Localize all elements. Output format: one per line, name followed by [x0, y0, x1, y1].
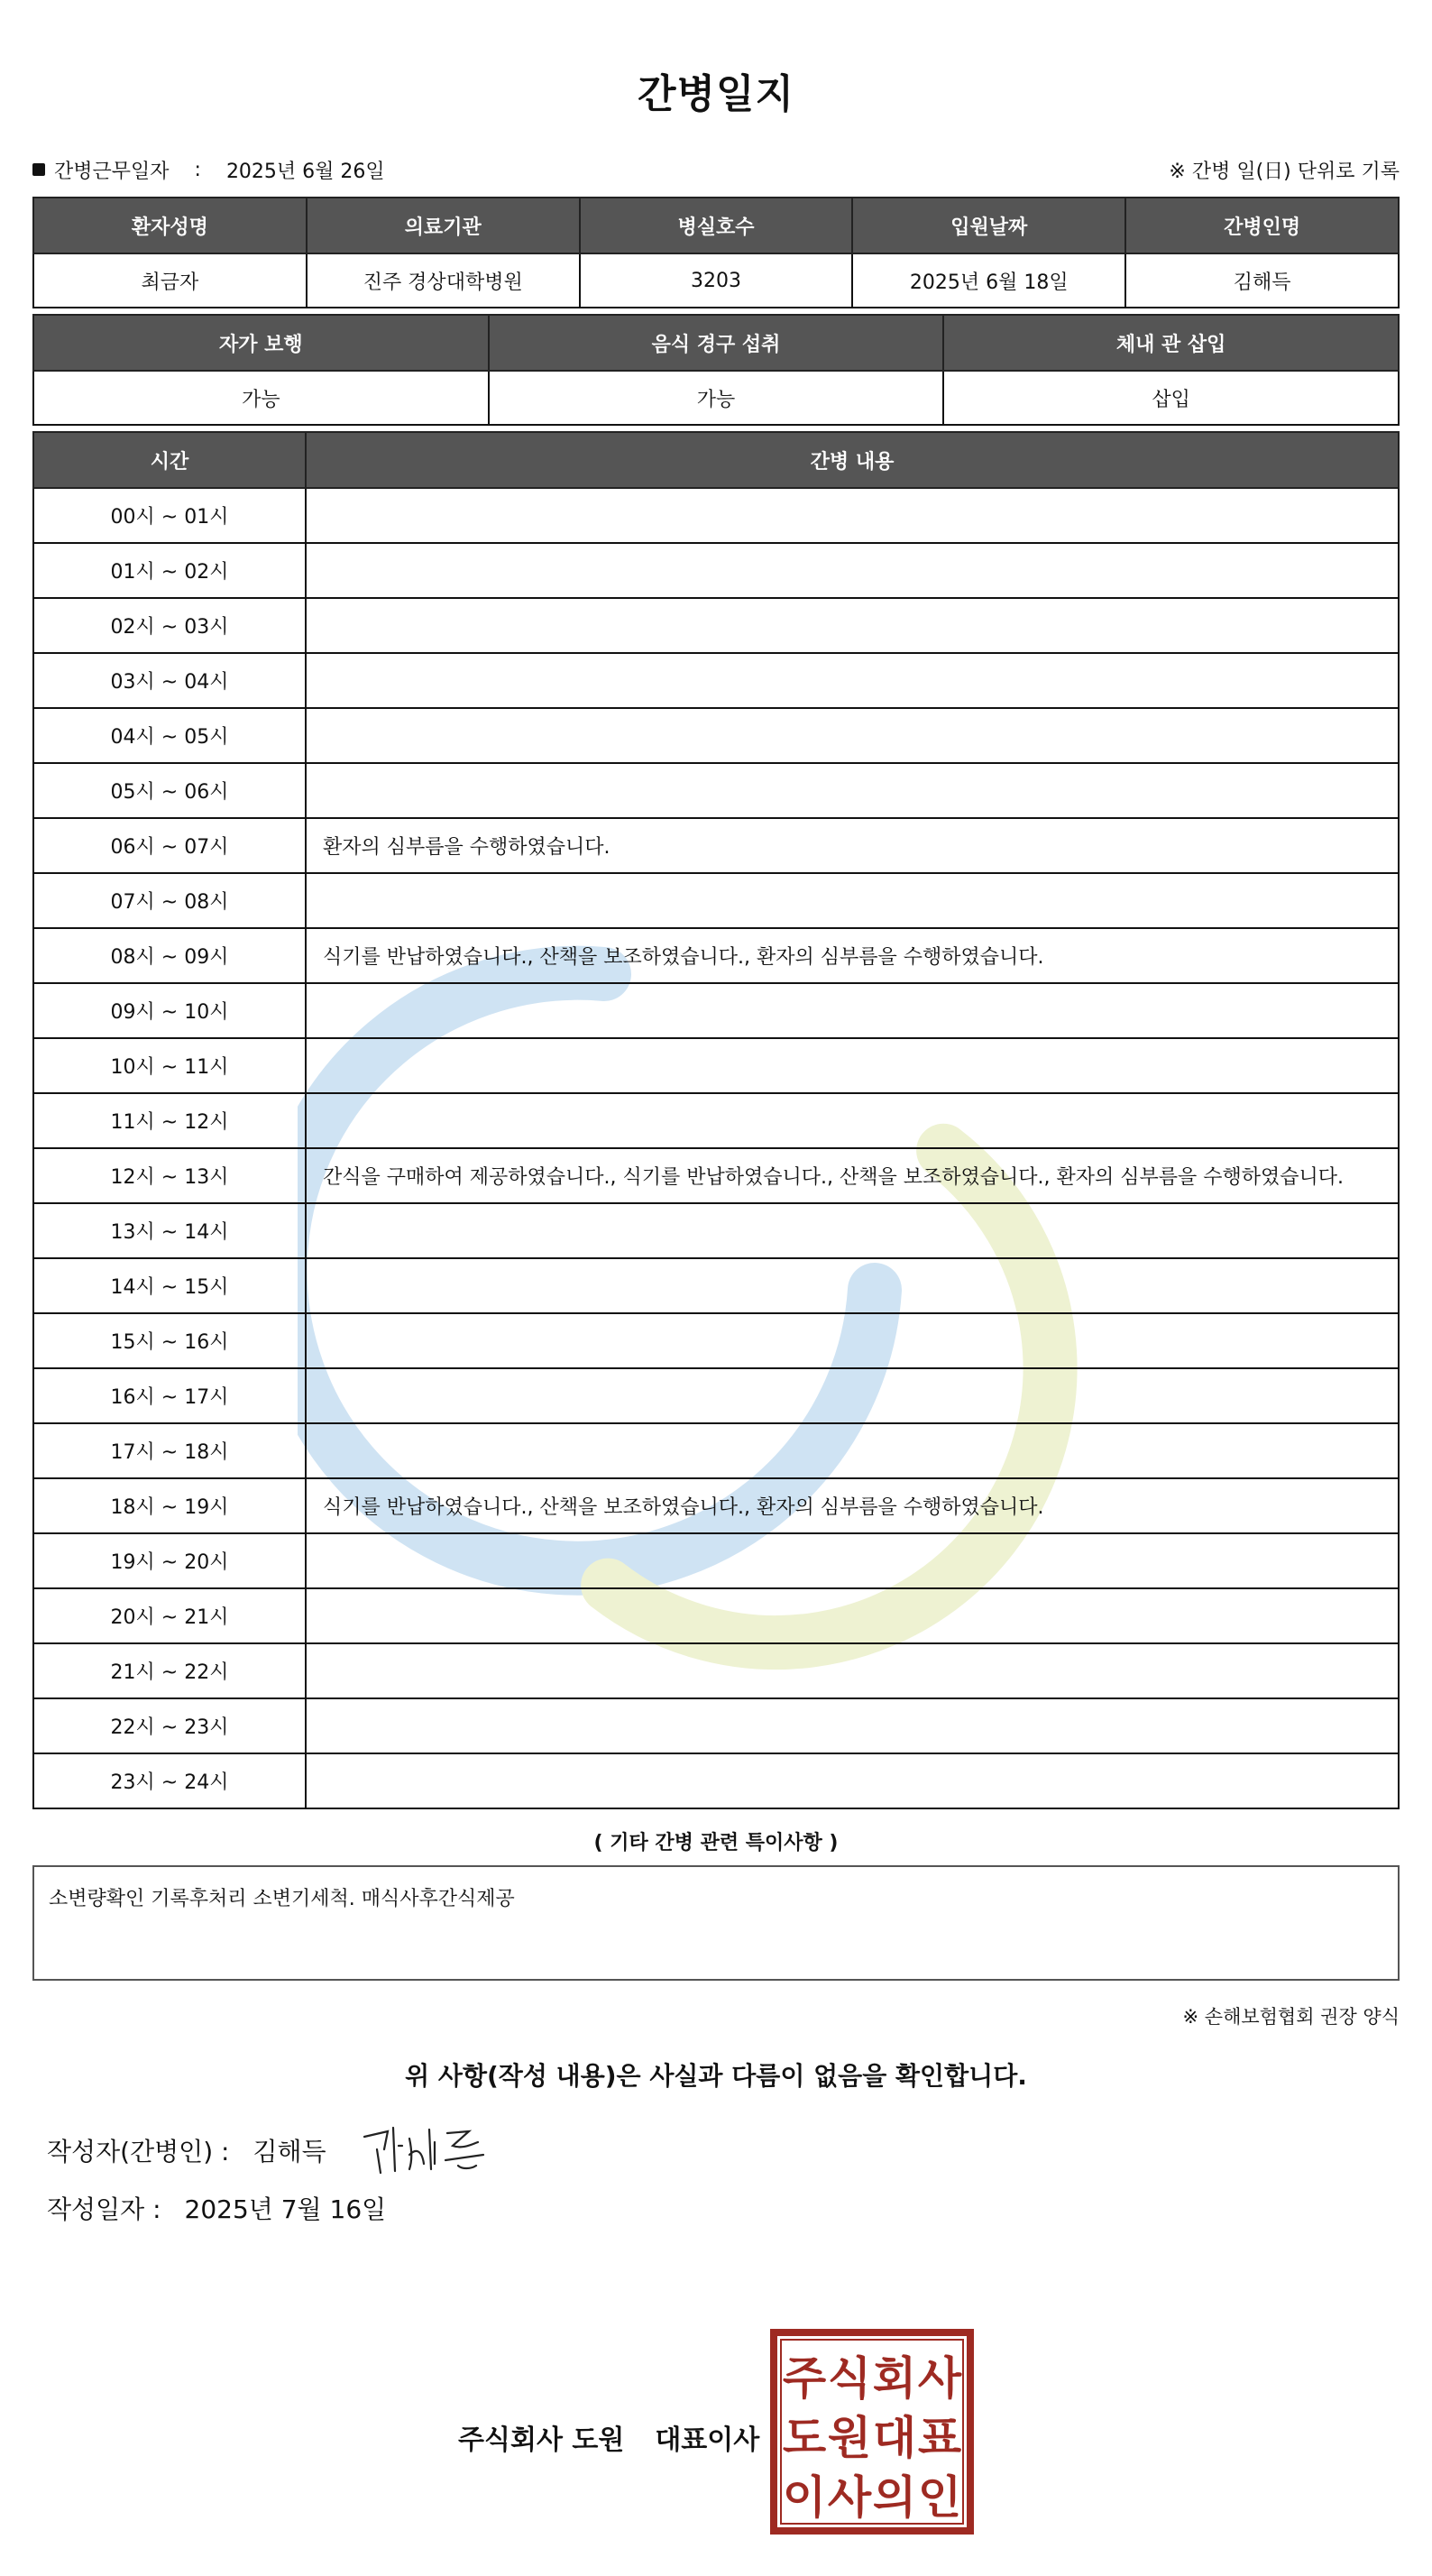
care-log-row — [33, 1588, 1399, 1643]
care-log-row — [33, 1753, 1399, 1808]
header-care-content: 간병 내용 — [306, 432, 1399, 488]
care-log-time: 07시 ~ 08시 — [33, 873, 306, 928]
page-title: 간병일지 — [637, 71, 794, 117]
svg-text:이: 이 — [782, 2471, 827, 2524]
svg-text:사: 사 — [827, 2471, 872, 2524]
care-log-row — [33, 1258, 1399, 1313]
header-patient-name: 환자성명 — [33, 198, 307, 253]
care-log-content — [306, 763, 1399, 818]
author-row — [32, 2123, 1400, 2177]
company-name: 주식회사 도원 — [458, 2424, 625, 2456]
care-log-content — [306, 1753, 1399, 1808]
header-room: 병실호수 — [580, 198, 853, 253]
patient-info-value-row — [33, 253, 1399, 308]
header-tube: 체내 관 삽입 — [943, 315, 1399, 371]
patient-info — [32, 197, 1400, 1809]
care-log-time: 06시 ~ 07시 — [33, 818, 306, 873]
patient-info-header-row — [33, 198, 1399, 253]
company-signature — [0, 2329, 1432, 2536]
care-log-content: 환자의 심부름을 수행하였습니다. — [306, 818, 1399, 873]
care-log-time: 12시 ~ 13시 — [33, 1148, 306, 1203]
care-log-content — [306, 488, 1399, 543]
care-log-time: 10시 ~ 11시 — [33, 1038, 306, 1093]
svg-text:사: 사 — [917, 2352, 962, 2405]
work-date — [32, 156, 385, 184]
company-seal — [770, 2329, 974, 2535]
care-log-content: 식기를 반납하였습니다., 산책을 보조하였습니다., 환자의 심부름을 수행하였습니다. — [306, 928, 1399, 983]
work-date-label: 간병근무일자 — [54, 160, 170, 183]
care-log-row — [33, 1698, 1399, 1753]
care-log-content — [306, 1588, 1399, 1643]
care-log-content: 간식을 구매하여 제공하였습니다., 식기를 반납하였습니다., 산책을 보조하였습니다., 환자의 심부름을 수행하였습니다. — [306, 1148, 1399, 1203]
care-log-time: 22시 ~ 23시 — [33, 1698, 306, 1753]
care-log-row — [33, 763, 1399, 818]
care-log-content — [306, 983, 1399, 1038]
author-label: 작성자(간병인) : — [47, 2137, 230, 2167]
admission-date: 2025년 6월 18일 — [852, 253, 1125, 308]
walking-status: 가능 — [33, 371, 489, 425]
svg-text:대: 대 — [872, 2412, 917, 2464]
written-date-label: 작성일자 : — [47, 2194, 161, 2224]
care-log-content — [306, 1368, 1399, 1423]
header-caregiver: 간병인명 — [1125, 198, 1399, 253]
care-log-row — [33, 818, 1399, 873]
care-log-time: 21시 ~ 22시 — [33, 1643, 306, 1698]
svg-text:회: 회 — [872, 2352, 917, 2405]
care-log-time: 20시 ~ 21시 — [33, 1588, 306, 1643]
svg-text:주: 주 — [782, 2352, 827, 2405]
care-log-time: 23시 ~ 24시 — [33, 1753, 306, 1808]
care-log-time: 04시 ~ 05시 — [33, 708, 306, 763]
special-notes-title: ( 기타 간병 관련 특이사항 ) — [593, 1832, 839, 1854]
handwritten-signature — [357, 2119, 492, 2182]
svg-text:도: 도 — [782, 2412, 827, 2464]
care-log-content — [306, 873, 1399, 928]
care-log-time: 19시 ~ 20시 — [33, 1533, 306, 1588]
care-log-content — [306, 1533, 1399, 1588]
care-log-rows — [33, 488, 1399, 1808]
care-log-row — [33, 488, 1399, 543]
care-log-time: 18시 ~ 19시 — [33, 1478, 306, 1533]
patient-status-value-row — [33, 371, 1399, 425]
header-walking: 자가 보행 — [33, 315, 489, 371]
company-line — [458, 2417, 759, 2457]
care-log-time: 03시 ~ 04시 — [33, 653, 306, 708]
care-log-row — [33, 1643, 1399, 1698]
oral-intake-status: 가능 — [489, 371, 944, 425]
svg-text:표: 표 — [917, 2412, 962, 2464]
tube-status: 삽입 — [943, 371, 1399, 425]
care-log-content — [306, 1698, 1399, 1753]
caregiver-name: 김해득 — [1125, 253, 1399, 308]
header-admission-date: 입원날짜 — [852, 198, 1125, 253]
care-log-time: 05시 ~ 06시 — [33, 763, 306, 818]
patient-name: 최금자 — [33, 253, 307, 308]
written-date-value: 2025년 7월 16일 — [184, 2194, 387, 2224]
care-log-time: 09시 ~ 10시 — [33, 983, 306, 1038]
svg-text:식: 식 — [827, 2352, 872, 2405]
care-log-time: 14시 ~ 15시 — [33, 1258, 306, 1313]
svg-text:원: 원 — [827, 2412, 872, 2464]
hospital-name: 진주 경상대학병원 — [307, 253, 580, 308]
care-log-content — [306, 1093, 1399, 1148]
care-log-header-row — [33, 432, 1399, 488]
care-log-time: 00시 ~ 01시 — [33, 488, 306, 543]
care-log-time: 11시 ~ 12시 — [33, 1093, 306, 1148]
care-log-content — [306, 1313, 1399, 1368]
care-log-content — [306, 598, 1399, 653]
room-number: 3203 — [580, 253, 853, 308]
confirmation-statement: 위 사항(작성 내용)은 사실과 다름이 없음을 확인합니다. — [405, 2061, 1027, 2091]
care-log-time: 17시 ~ 18시 — [33, 1423, 306, 1478]
care-log-content — [306, 1258, 1399, 1313]
care-log-row — [33, 1203, 1399, 1258]
author-name: 김해득 — [252, 2137, 326, 2167]
care-log-row — [33, 928, 1399, 983]
care-log-row — [33, 873, 1399, 928]
care-log-row — [33, 598, 1399, 653]
header-hospital: 의료기관 — [307, 198, 580, 253]
care-log-time: 08시 ~ 09시 — [33, 928, 306, 983]
patient-status-table — [32, 314, 1400, 426]
care-log-time: 16시 ~ 17시 — [33, 1368, 306, 1423]
care-log-time: 02시 ~ 03시 — [33, 598, 306, 653]
patient-info-table — [32, 197, 1400, 308]
care-log-content — [306, 1423, 1399, 1478]
care-log-content: 식기를 반납하였습니다., 산책을 보조하였습니다., 환자의 심부름을 수행하였습니다. — [306, 1478, 1399, 1533]
company-role: 대표이사 — [655, 2424, 760, 2456]
header-time: 시간 — [33, 432, 306, 488]
care-log-content — [306, 1203, 1399, 1258]
care-log-table — [32, 431, 1400, 1809]
care-log-time: 15시 ~ 16시 — [33, 1313, 306, 1368]
care-log-row — [33, 1093, 1399, 1148]
care-log-content — [306, 1643, 1399, 1698]
care-log-content — [306, 653, 1399, 708]
care-log-row — [33, 1533, 1399, 1588]
svg-text:인: 인 — [917, 2471, 962, 2524]
work-date-separator: : — [194, 158, 201, 181]
care-log-time: 13시 ~ 14시 — [33, 1203, 306, 1258]
care-log-row — [33, 653, 1399, 708]
written-date-row — [32, 2188, 1400, 2228]
work-date-value: 2025년 6월 26일 — [225, 160, 385, 183]
care-log-row — [33, 1423, 1399, 1478]
square-bullet-icon — [32, 163, 45, 176]
care-log-row — [33, 1038, 1399, 1093]
care-log-row — [33, 1478, 1399, 1533]
form-source-note: ※ 손해보험협회 권장 양식 — [1182, 2006, 1400, 2028]
record-unit-note: ※ 간병 일(日) 단위로 기록 — [1169, 160, 1400, 183]
svg-text:의: 의 — [872, 2471, 917, 2524]
care-log-time: 01시 ~ 02시 — [33, 543, 306, 598]
care-log-content — [306, 708, 1399, 763]
meta-row — [32, 157, 1400, 182]
header-oral-intake: 음식 경구 섭취 — [489, 315, 944, 371]
patient-status-header-row — [33, 315, 1399, 371]
care-log-row — [33, 1368, 1399, 1423]
care-log-row — [33, 708, 1399, 763]
care-log-row — [33, 1313, 1399, 1368]
care-log-row — [33, 983, 1399, 1038]
special-notes-box: 소변량확인 기록후처리 소변기세척. 매식사후간식제공 — [32, 1865, 1400, 1981]
care-log-row — [33, 1148, 1399, 1203]
care-log-content — [306, 1038, 1399, 1093]
care-log-content — [306, 543, 1399, 598]
care-log-row — [33, 543, 1399, 598]
